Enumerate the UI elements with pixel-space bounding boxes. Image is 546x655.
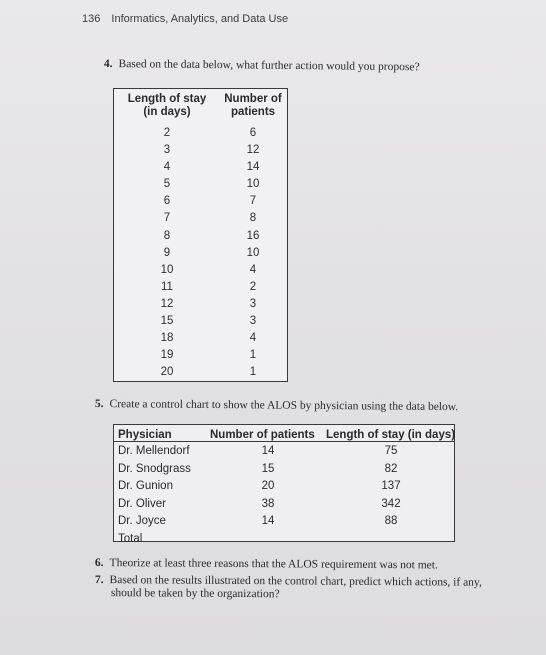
table-row — [114, 478, 454, 496]
column-header-length-of-stay: Length of stay (in days) — [326, 429, 456, 441]
number-of-patients-cell: 3 — [249, 315, 257, 328]
length-of-stay-cell: 342 — [381, 497, 401, 510]
length-of-stay-cell: 8 — [163, 229, 171, 242]
page-number: 136 — [82, 13, 101, 25]
length-of-stay-cell: 12 — [160, 297, 174, 310]
length-of-stay-column — [124, 125, 210, 381]
length-of-stay-cell: 4 — [163, 161, 171, 174]
patients-count-cell: 15 — [261, 462, 275, 475]
length-of-stay-cell: 75 — [384, 445, 398, 457]
question-number: 5. — [94, 398, 104, 411]
length-of-stay-cell: 88 — [384, 515, 398, 527]
question-5 — [95, 398, 458, 413]
length-of-stay-cell: 10 — [160, 263, 174, 276]
table-row — [114, 496, 454, 514]
column-header-number-of-patients: Number of patients — [210, 429, 315, 441]
number-of-patients-cell: 10 — [246, 178, 260, 191]
question-text-line-2: should be taken by the organization? — [110, 587, 280, 601]
length-of-stay-cell: 15 — [160, 315, 174, 328]
table-row — [114, 531, 454, 549]
column-header-number-of-patients: Number of patients — [224, 93, 282, 118]
header-divider — [114, 441, 454, 442]
question-text: Based on the data below, what further action would you propose? — [118, 58, 420, 74]
table-row — [114, 443, 454, 461]
number-of-patients-cell: 12 — [246, 144, 260, 157]
question-6 — [95, 557, 438, 571]
table-row — [114, 461, 454, 479]
number-of-patients-cell: 14 — [246, 161, 260, 174]
number-of-patients-cell: 16 — [246, 229, 260, 242]
question-number: 6. — [94, 557, 104, 570]
physician-name-cell: Dr. Gunion — [118, 480, 173, 492]
question-number: 7. — [94, 574, 104, 587]
patients-count-cell: 20 — [261, 480, 275, 492]
number-of-patients-cell: 3 — [249, 297, 257, 310]
physician-table — [113, 424, 456, 545]
number-of-patients-cell: 4 — [249, 332, 257, 345]
length-of-stay-cell: 3 — [163, 144, 171, 157]
question-7 — [95, 574, 525, 603]
length-of-stay-cell: 137 — [381, 480, 401, 492]
physician-name-cell: Dr. Mellendorf — [118, 445, 190, 457]
number-of-patients-cell: 7 — [249, 195, 257, 208]
question-text: Theorize at least three reasons that the ALOS requirement was not met. — [109, 557, 438, 572]
length-of-stay-cell: 11 — [161, 280, 173, 293]
column-header-physician: Physician — [118, 429, 172, 441]
physician-name-cell: Total — [118, 532, 143, 545]
length-of-stay-cell: 82 — [384, 462, 398, 475]
physician-name-cell: Dr. Oliver — [118, 497, 166, 510]
length-of-stay-table — [113, 88, 288, 382]
column-header-length-of-stay: Length of stay (in days) — [127, 93, 207, 118]
number-of-patients-column — [218, 125, 288, 381]
length-of-stay-cell: 6 — [163, 195, 171, 208]
length-of-stay-cell: 18 — [160, 332, 174, 345]
length-of-stay-cell: 20 — [160, 366, 174, 379]
number-of-patients-cell: 10 — [246, 246, 260, 259]
number-of-patients-cell: 4 — [249, 263, 257, 276]
question-text-line-1: Based on the results illustrated on the control chart, predict which actions, if any, — [109, 574, 482, 589]
patients-count-cell: 38 — [261, 497, 275, 510]
number-of-patients-cell: 8 — [249, 212, 257, 225]
running-title: Informatics, Analytics, and Data Use — [111, 13, 289, 25]
physician-name-cell: Dr. Joyce — [118, 515, 166, 527]
number-of-patients-cell: 6 — [249, 127, 257, 139]
length-of-stay-cell: 2 — [163, 127, 171, 139]
length-of-stay-cell: 5 — [163, 178, 171, 191]
number-of-patients-cell: 1 — [249, 366, 257, 379]
question-text: Create a control chart to show the ALOS by physician using the data below. — [109, 398, 459, 414]
number-of-patients-cell: 1 — [249, 349, 257, 362]
question-number: 4. — [103, 58, 113, 71]
physician-rows — [114, 443, 454, 548]
table-row — [114, 513, 454, 531]
page-header — [82, 13, 288, 25]
length-of-stay-cell: 9 — [163, 246, 171, 259]
patients-count-cell: 14 — [261, 445, 275, 457]
patients-count-cell: 14 — [261, 515, 275, 527]
number-of-patients-cell: 2 — [249, 280, 257, 293]
question-4 — [104, 58, 420, 73]
length-of-stay-cell: 19 — [160, 349, 174, 362]
length-of-stay-cell: 7 — [163, 212, 171, 225]
physician-name-cell: Dr. Snodgrass — [118, 462, 191, 475]
